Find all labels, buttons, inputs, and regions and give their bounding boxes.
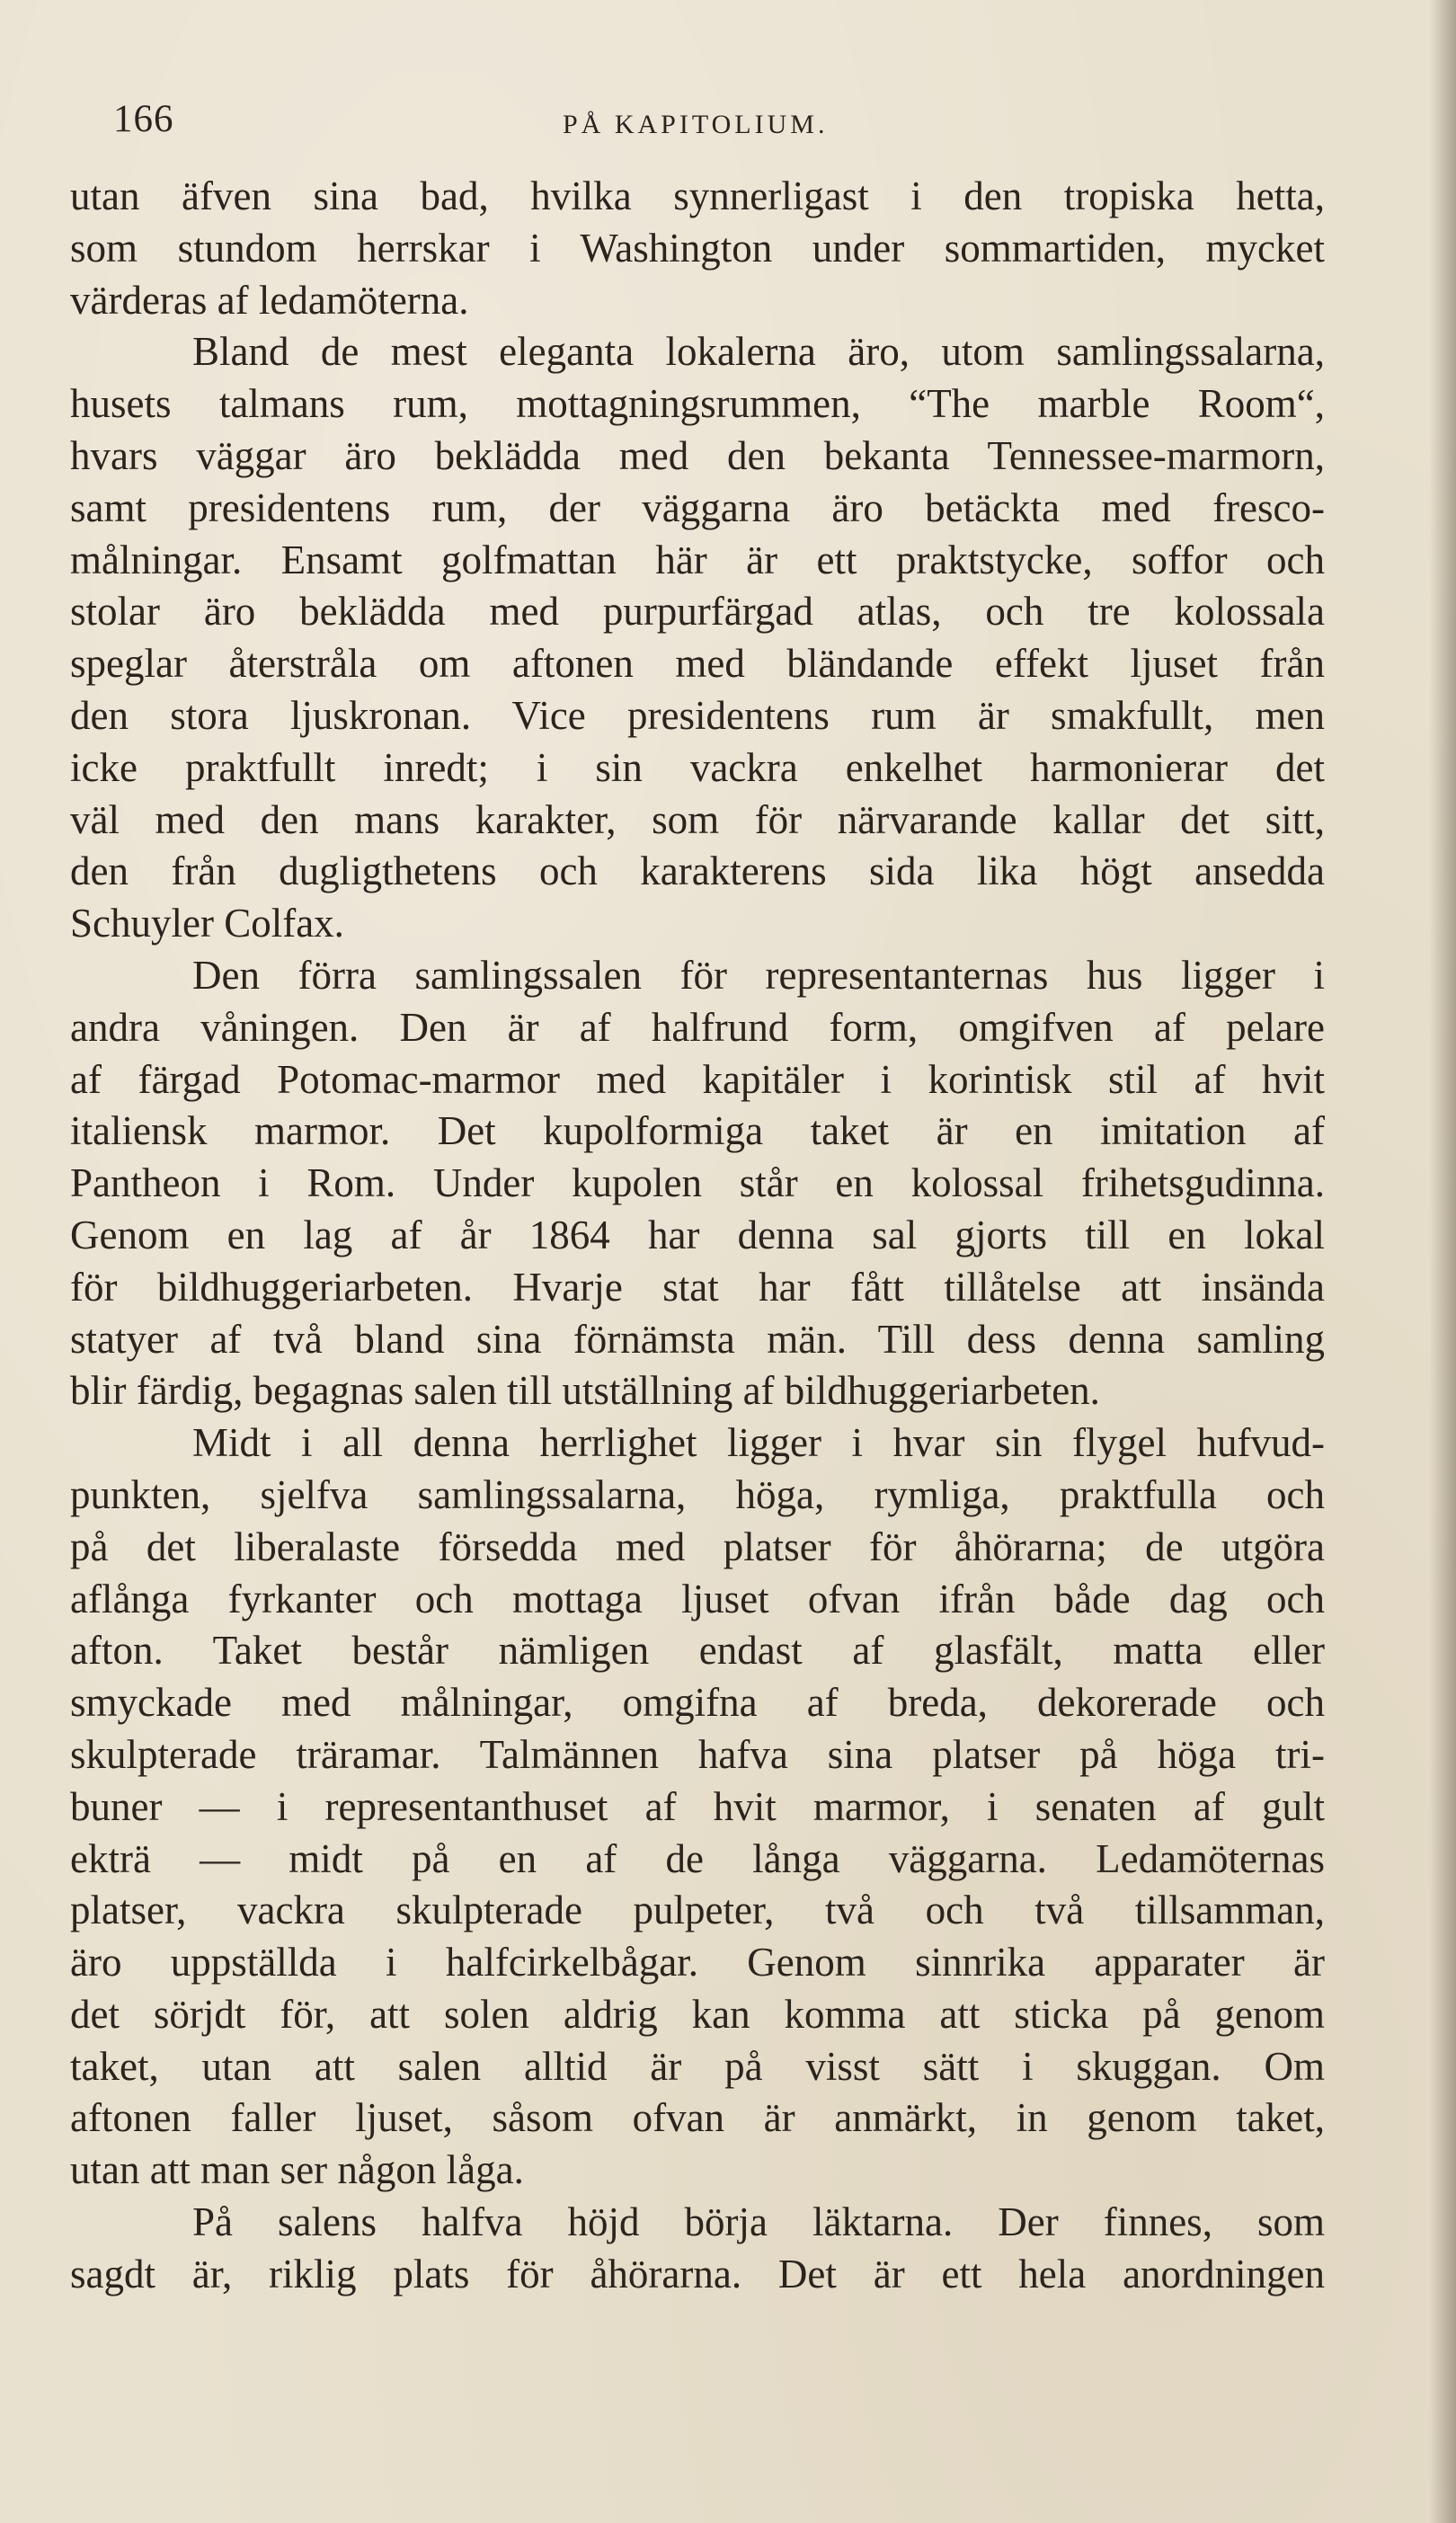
text-line: smyckade med målningar, omgifna af breda, dekorerade och — [70, 1680, 1325, 1726]
text-line: ekträ — midt på en af de långa väggarna. Ledamöternas — [70, 1835, 1325, 1881]
text-line: Midt i all denna herrlighet ligger i hvar sin flygel hufvud- — [192, 1420, 1325, 1466]
text-line: hvars väggar äro beklädda med den bekanta Tennessee-marmorn, — [70, 432, 1325, 478]
text-line: som stundom herrskar i Washington under sommartiden, mycket — [70, 225, 1325, 271]
text-line: andra våningen. Den är af halfrund form, omgifven af pelare — [70, 1004, 1325, 1050]
text-line: platser, vackra skulpterade pulpeter, två och två tillsamman, — [70, 1888, 1325, 1933]
page-number: 166 — [113, 98, 174, 140]
text-line: italiensk marmor. Det kupolformiga taket är en imitation af — [70, 1108, 1325, 1154]
text-line: det sörjdt för, att solen aldrig kan komma att sticka på genom — [70, 1991, 1325, 2037]
running-title: PÅ KAPITOLIUM. — [563, 110, 829, 139]
text-line: Bland de mest eleganta lokalerna äro, utom samlingssalarna, — [192, 329, 1325, 375]
text-line: skulpterade träramar. Talmännen hafva sina platser på höga tri- — [70, 1731, 1325, 1777]
text-line: värderas af ledamöterna. — [70, 277, 469, 323]
text-line: husets talmans rum, mottagningsrummen, “The marble Room“, — [70, 381, 1325, 427]
page-edge-shadow — [1429, 0, 1456, 2523]
text-line: stolar äro beklädda med purpurfärgad atlas, och tre kolossala — [70, 589, 1325, 635]
text-line: Pantheon i Rom. Under kupolen står en kolossal frihetsgudinna. — [70, 1160, 1325, 1206]
text-line: afton. Taket består nämligen endast af glasfält, matta eller — [70, 1628, 1325, 1674]
text-line: punkten, sjelfva samlingssalarna, höga, rymliga, praktfulla och — [70, 1471, 1325, 1517]
text-line: utan att man ser någon låga. — [70, 2147, 524, 2193]
text-line: målningar. Ensamt golfmattan här är ett praktstycke, soffor och — [70, 537, 1325, 582]
text-line: på det liberalaste försedda med platser för åhörarna; de utgöra — [70, 1524, 1325, 1569]
text-line: Den förra samlingssalen för representanternas hus ligger i — [192, 952, 1325, 998]
text-line: aflånga fyrkanter och mottaga ljuset ofvan ifrån både dag och — [70, 1576, 1325, 1621]
text-line: samt presidentens rum, der väggarna äro betäckta med fresco- — [70, 484, 1325, 530]
text-line: äro uppställda i halfcirkelbågar. Genom sinnrika apparater är — [70, 1940, 1325, 1986]
text-line: speglar återstråla om aftonen med bländande effekt ljuset från — [70, 641, 1325, 687]
text-line: aftonen faller ljuset, såsom ofvan är anmärkt, in genom taket, — [70, 2095, 1325, 2141]
text-line: buner — i representanthuset af hvit marmor, i senaten af gult — [70, 1783, 1325, 1829]
page-header — [113, 88, 1327, 151]
text-line: för bildhuggeriarbeten. Hvarje stat har fått tillåtelse att insända — [70, 1264, 1325, 1310]
text-line: Genom en lag af år 1864 har denna sal gjorts till en lokal — [70, 1212, 1325, 1257]
text-line: den stora ljuskronan. Vice presidentens rum är smakfullt, men — [70, 692, 1325, 738]
text-line: På salens halfva höjd börja läktarna. Der finnes, som — [192, 2199, 1325, 2245]
text-line: af färgad Potomac-marmor med kapitäler i korintisk stil af hvit — [70, 1056, 1325, 1102]
text-line: statyer af två bland sina förnämsta män. Till dess denna samling — [70, 1316, 1325, 1362]
body-text — [70, 171, 1325, 2301]
text-line: taket, utan att salen alltid är på visst sätt i skuggan. Om — [70, 2043, 1325, 2089]
text-line: väl med den mans karakter, som för närvarande kallar det sitt, — [70, 796, 1325, 842]
text-line: Schuyler Colfax. — [70, 901, 344, 946]
text-line: den från dugligthetens och karakterens sida lika högt ansedda — [70, 848, 1325, 894]
text-line: utan äfven sina bad, hvilka synnerligast i den tropiska hetta, — [70, 173, 1325, 218]
text-line: icke praktfullt inredt; i sin vackra enkelhet harmonierar det — [70, 744, 1325, 790]
text-line: blir färdig, begagnas salen till utställning af bildhuggeriarbeten. — [70, 1368, 1100, 1414]
text-line: sagdt är, riklig plats för åhörarna. Det är ett hela anordningen — [70, 2251, 1325, 2296]
